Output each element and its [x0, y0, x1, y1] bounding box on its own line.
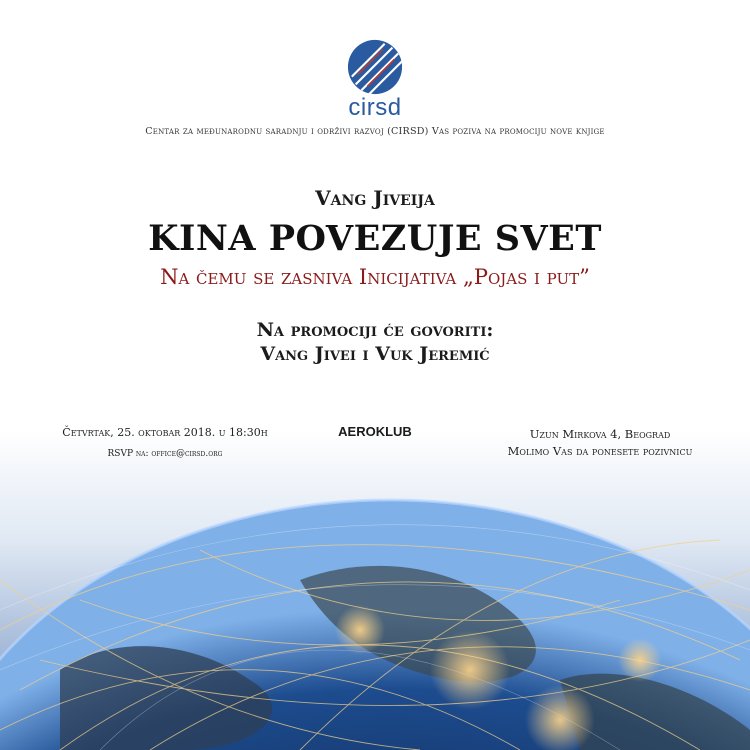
event-address: Uzun Mirkova 4, Beograd: [529, 427, 671, 441]
rsvp-email[interactable]: RSVP na: office@cirsd.org: [107, 449, 223, 459]
book-author: Vang Jiveija: [315, 186, 435, 210]
globe-stripes-icon: [346, 38, 404, 96]
speakers-heading: Na promociji će govoriti:: [256, 319, 494, 341]
earth-globe-network-image: [0, 430, 750, 750]
speakers-block: [0, 318, 750, 366]
book-subtitle: Na čemu se zasniva Inicijativa „Pojas i put”: [160, 265, 590, 289]
invitation-intro: Centar za međunarodnu saradnju i održivi razvoj (CIRSD) Vas poziva na promociju nove knjige: [145, 126, 605, 137]
event-venue: AEROKLUB: [338, 424, 412, 439]
event-datetime: Četvrtak, 25. oktobar 2018. u 18:30h: [62, 426, 268, 439]
book-title: KINA POVEZUJE SVET: [148, 218, 602, 259]
speakers-names: Vang Jivei i Vuk Jeremić: [260, 343, 490, 365]
cirsd-logo: [336, 38, 414, 122]
event-datetime-block: [40, 426, 290, 459]
event-address-block: [470, 426, 730, 460]
invitation-note: Molimo Vas da ponesete pozivnicu: [507, 444, 693, 458]
logo-text: cirsd: [348, 94, 402, 121]
